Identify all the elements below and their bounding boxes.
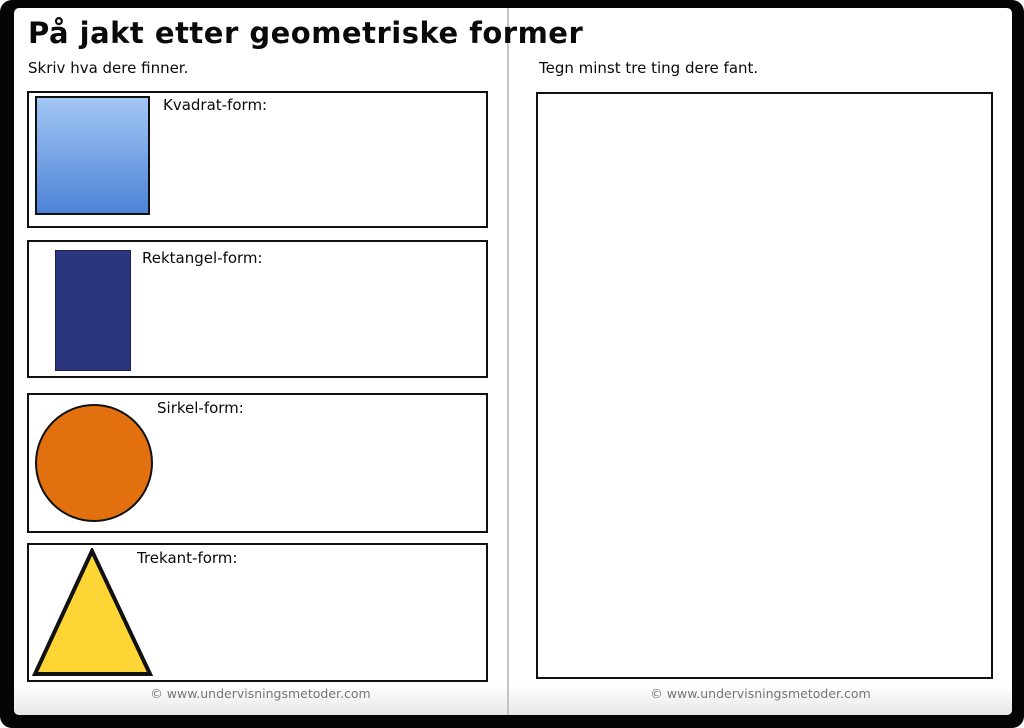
triangle-shape: [32, 548, 153, 677]
circle-shape: [35, 404, 153, 522]
square-label: Kvadrat-form:: [163, 96, 268, 114]
rectangle-shape: [55, 250, 131, 371]
page-right: [509, 8, 1012, 715]
right-footer-copyright: © www.undervisningsmetoder.com: [650, 686, 871, 701]
page-title: På jakt etter geometriske former: [28, 16, 584, 50]
triangle-section-box: [27, 543, 488, 682]
square-shape: [35, 96, 150, 215]
rectangle-section-box: [27, 240, 488, 378]
worksheet-sheet: [14, 8, 1012, 715]
square-section-box: [27, 91, 488, 228]
left-footer-copyright: © www.undervisningsmetoder.com: [150, 686, 371, 701]
circle-section-box: [27, 393, 488, 533]
triangle-label: Trekant-form:: [137, 549, 238, 567]
page-left: [14, 8, 584, 715]
circle-label: Sirkel-form:: [157, 399, 244, 417]
drawing-area-box: [536, 92, 993, 679]
rectangle-label: Rektangel-form:: [142, 249, 263, 267]
right-instruction: Tegn minst tre ting dere fant.: [539, 59, 759, 77]
left-instruction: Skriv hva dere finner.: [28, 59, 189, 77]
